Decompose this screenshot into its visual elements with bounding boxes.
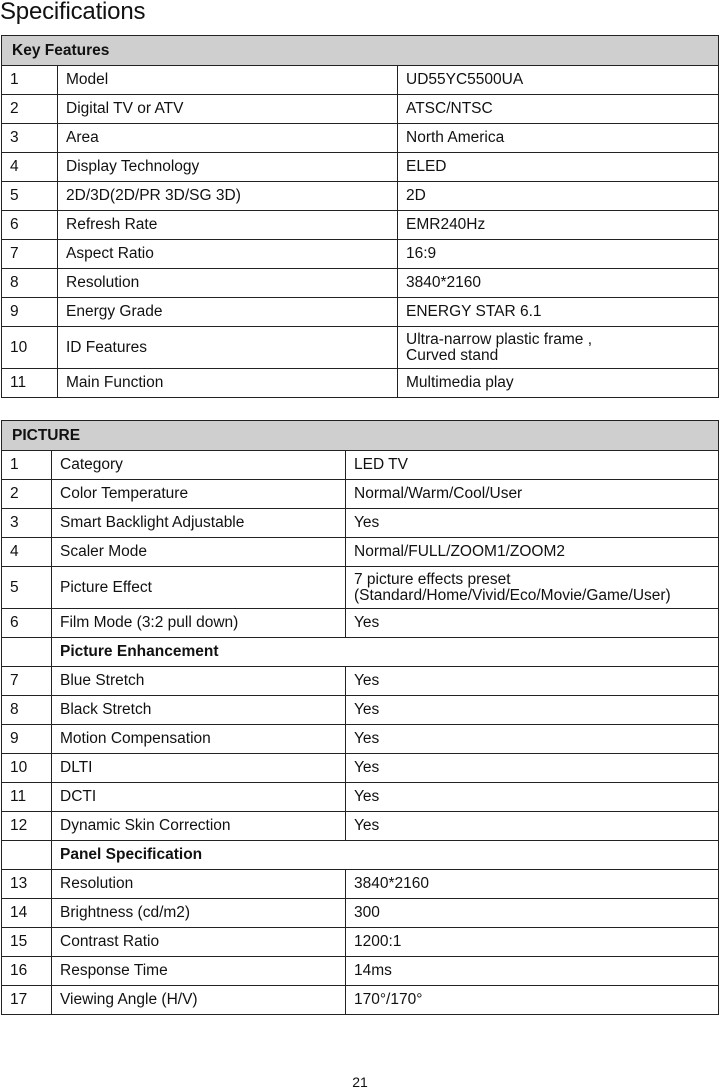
row-label: Black Stretch	[52, 696, 346, 725]
row-label: Model	[58, 66, 398, 95]
row-label: Response Time	[52, 957, 346, 986]
key-features-table	[1, 35, 719, 398]
row-label: Motion Compensation	[52, 725, 346, 754]
row-value-line: (Standard/Home/Vivid/Eco/Movie/Game/User)	[354, 586, 671, 604]
row-number: 10	[2, 754, 52, 783]
page-number: 21	[352, 1074, 368, 1090]
row-label: 2D/3D(2D/PR 3D/SG 3D)	[58, 182, 398, 211]
table-row	[2, 327, 719, 369]
picture-header-row	[2, 421, 719, 451]
row-number: 9	[2, 298, 58, 327]
table-row	[2, 182, 719, 211]
row-label: Area	[58, 124, 398, 153]
row-label: Resolution	[52, 870, 346, 899]
table-row	[2, 957, 719, 986]
table-row	[2, 609, 719, 638]
row-number: 11	[2, 369, 58, 398]
row-number: 2	[2, 95, 58, 124]
row-label: Dynamic Skin Correction	[52, 812, 346, 841]
row-label: Energy Grade	[58, 298, 398, 327]
row-value: Yes	[346, 609, 719, 638]
row-value: Yes	[346, 725, 719, 754]
row-label: DLTI	[52, 754, 346, 783]
table-row	[2, 269, 719, 298]
row-label: Main Function	[58, 369, 398, 398]
row-number: 10	[2, 327, 58, 369]
row-number: 8	[2, 269, 58, 298]
row-value: ATSC/NTSC	[398, 95, 719, 124]
table-row	[2, 725, 719, 754]
row-value: Normal/FULL/ZOOM1/ZOOM2	[346, 538, 719, 567]
table-row	[2, 696, 719, 725]
row-label: ID Features	[58, 327, 398, 369]
row-number: 5	[2, 182, 58, 211]
row-number: 4	[2, 153, 58, 182]
row-value: Yes	[346, 696, 719, 725]
row-value-line: 7 picture effects preset	[354, 570, 511, 588]
table-row	[2, 480, 719, 509]
row-number: 6	[2, 609, 52, 638]
row-value: ELED	[398, 153, 719, 182]
row-value: 3840*2160	[398, 269, 719, 298]
row-value: 14ms	[346, 957, 719, 986]
row-label: Picture Effect	[52, 567, 346, 609]
table-row	[2, 451, 719, 480]
row-number: 5	[2, 567, 52, 609]
panel-specification-heading: Panel Specification	[52, 841, 719, 870]
row-number: 4	[2, 538, 52, 567]
table-row	[2, 211, 719, 240]
row-number: 3	[2, 124, 58, 153]
row-label: Contrast Ratio	[52, 928, 346, 957]
table-row	[2, 899, 719, 928]
row-number: 17	[2, 986, 52, 1015]
row-number: 11	[2, 783, 52, 812]
table-row	[2, 240, 719, 269]
row-value: Yes	[346, 783, 719, 812]
row-number: 2	[2, 480, 52, 509]
row-value	[346, 567, 719, 609]
row-value-line: Ultra-narrow plastic frame ,	[406, 330, 593, 348]
row-value: Yes	[346, 754, 719, 783]
row-value: LED TV	[346, 451, 719, 480]
row-number: 9	[2, 725, 52, 754]
picture-table	[1, 420, 719, 1015]
row-label: DCTI	[52, 783, 346, 812]
row-label: Resolution	[58, 269, 398, 298]
row-label: Category	[52, 451, 346, 480]
table-row	[2, 567, 719, 609]
picture-enhancement-heading-row	[2, 638, 719, 667]
table-row	[2, 124, 719, 153]
row-number: 16	[2, 957, 52, 986]
row-value: Multimedia play	[398, 369, 719, 398]
table-row	[2, 298, 719, 327]
row-label: Blue Stretch	[52, 667, 346, 696]
key-features-header-row	[2, 36, 719, 66]
row-value: 170°/170°	[346, 986, 719, 1015]
row-value: Yes	[346, 667, 719, 696]
row-label: Display Technology	[58, 153, 398, 182]
table-row	[2, 986, 719, 1015]
table-row	[2, 870, 719, 899]
table-row	[2, 754, 719, 783]
row-label: Viewing Angle (H/V)	[52, 986, 346, 1015]
row-value-line: Curved stand	[406, 346, 499, 364]
row-label: Refresh Rate	[58, 211, 398, 240]
picture-heading: PICTURE	[2, 421, 719, 451]
row-number	[2, 638, 52, 667]
row-label: Scaler Mode	[52, 538, 346, 567]
table-row	[2, 783, 719, 812]
row-label: Film Mode (3:2 pull down)	[52, 609, 346, 638]
row-number: 13	[2, 870, 52, 899]
row-label: Digital TV or ATV	[58, 95, 398, 124]
panel-specification-heading-row	[2, 841, 719, 870]
table-row	[2, 667, 719, 696]
row-value: 2D	[398, 182, 719, 211]
row-number: 1	[2, 451, 52, 480]
table-row	[2, 538, 719, 567]
row-label: Brightness (cd/m2)	[52, 899, 346, 928]
table-row	[2, 66, 719, 95]
row-value: 300	[346, 899, 719, 928]
row-value: Yes	[346, 812, 719, 841]
table-row	[2, 95, 719, 124]
row-value: 3840*2160	[346, 870, 719, 899]
row-value: 16:9	[398, 240, 719, 269]
page-title: Specifications	[0, 0, 146, 25]
row-value: Normal/Warm/Cool/User	[346, 480, 719, 509]
row-value	[398, 327, 719, 369]
row-number: 7	[2, 667, 52, 696]
row-value: ENERGY STAR 6.1	[398, 298, 719, 327]
table-row	[2, 369, 719, 398]
row-label: Aspect Ratio	[58, 240, 398, 269]
row-value: 1200:1	[346, 928, 719, 957]
row-value: EMR240Hz	[398, 211, 719, 240]
row-value: North America	[398, 124, 719, 153]
row-number: 3	[2, 509, 52, 538]
row-number: 14	[2, 899, 52, 928]
table-row	[2, 928, 719, 957]
table-row	[2, 509, 719, 538]
row-label: Color Temperature	[52, 480, 346, 509]
row-number: 7	[2, 240, 58, 269]
row-number: 8	[2, 696, 52, 725]
row-number: 6	[2, 211, 58, 240]
row-number: 1	[2, 66, 58, 95]
table-row	[2, 812, 719, 841]
row-number: 12	[2, 812, 52, 841]
picture-enhancement-heading: Picture Enhancement	[52, 638, 719, 667]
row-number	[2, 841, 52, 870]
table-row	[2, 153, 719, 182]
row-value: UD55YC5500UA	[398, 66, 719, 95]
key-features-heading: Key Features	[2, 36, 719, 66]
row-value: Yes	[346, 509, 719, 538]
row-number: 15	[2, 928, 52, 957]
row-label: Smart Backlight Adjustable	[52, 509, 346, 538]
